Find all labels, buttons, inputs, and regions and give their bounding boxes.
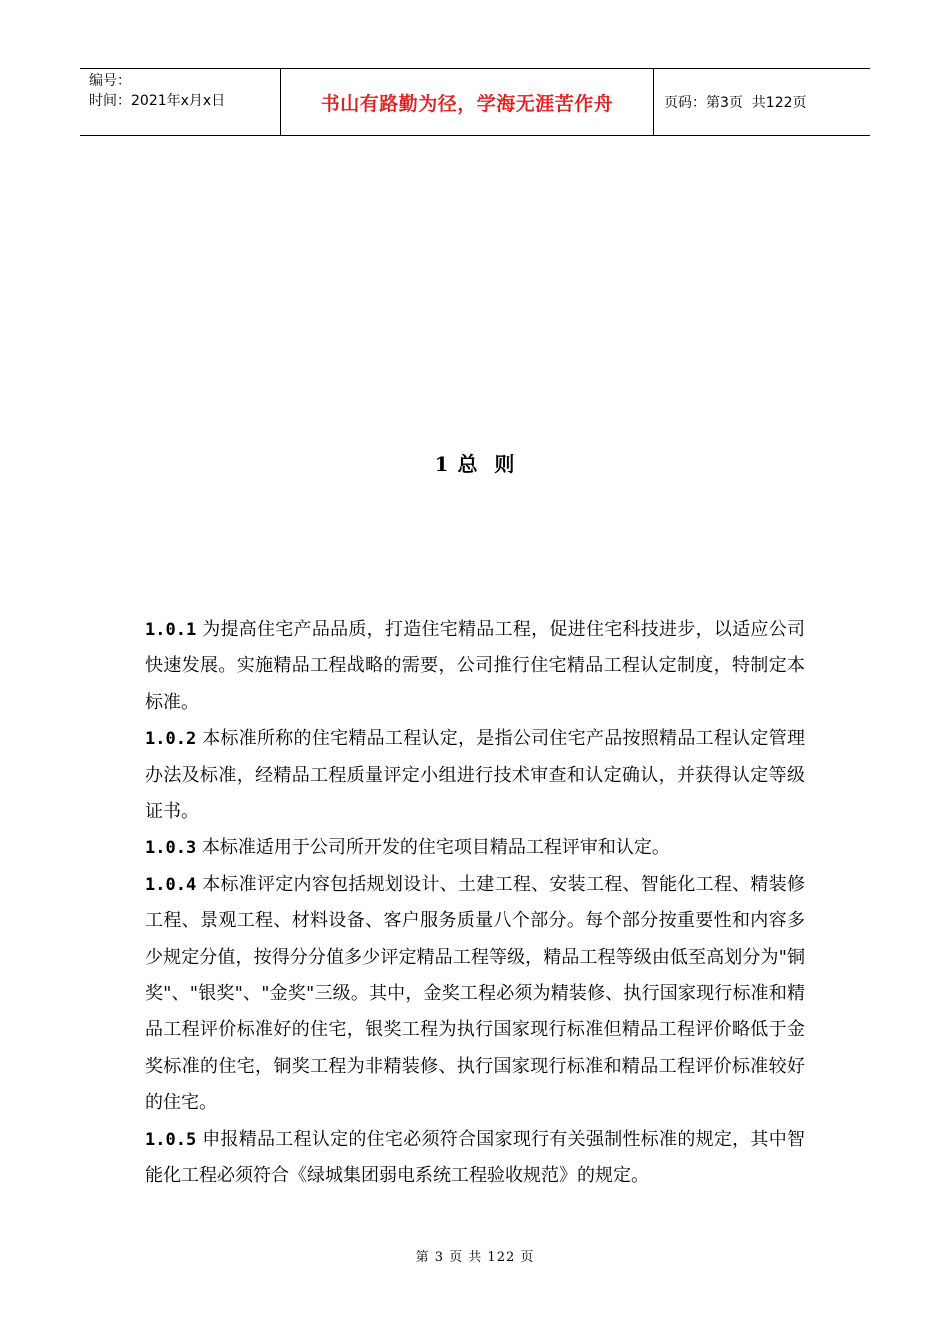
header-meta-cell [80,69,281,135]
clause-number: 1.0.4 [145,874,197,895]
clause-paragraph [145,721,805,830]
page-footer: 第 3 页 共 122 页 [415,1250,535,1265]
clause-number: 1.0.5 [145,1129,197,1150]
header-page-cell [654,69,870,135]
clause-text: 本标准所称的住宅精品工程认定，是指公司住宅产品按照精品工程认定管理办法及标准，经精品工程质量评定小组进行技术审查和认定确认，并获得认定等级证书。 [145,728,805,823]
clause-paragraph [145,1122,805,1195]
clause-number: 1.0.3 [145,838,197,859]
clause-paragraph [145,867,805,1122]
clause-paragraph [145,612,805,721]
document-number-label: 编号： [89,73,131,89]
clause-number: 1.0.1 [145,620,197,640]
header-page-info: 页码：第3页 共122页 [664,95,807,111]
clause-text: 申报精品工程认定的住宅必须符合国家现行有关强制性标准的规定，其中智能化工程必须符合《绿城集团弱电系统工程验收规范》的规定。 [145,1128,805,1187]
clause-number: 1.0.2 [145,729,197,750]
document-body [145,612,805,1195]
clause-text: 本标准评定内容包括规划设计、土建工程、安装工程、智能化工程、精装修工程、景观工程、材料设备、客户服务质量八个部分。每个部分按重要性和内容多少规定分值，按得分分值多少评定精品工程等级，精品工程等级由低至高划分为"铜奖"、"银奖"、"金奖"三级。其中，金奖工程必须为精装修、执行国家现行标准和精品工程评价标准好的住宅，银奖工程为执行国家现行标准但精品工程评价略低于金奖标准的住宅，铜奖工程为非精装修、执行国家现行标准和精品工程评价标准较好的住宅。 [145,873,805,1114]
document-date-label: 时间：2021年x月x日 [89,93,226,109]
clause-text: 为提高住宅产品品质，打造住宅精品工程，促进住宅科技进步，以适应公司快速发展。实施精品工程战略的需要，公司推行住宅精品工程认定制度，特制定本标准。 [145,619,805,713]
page-header [80,68,870,136]
chapter-title: 1 总 则 [434,452,516,476]
clause-paragraph [145,830,805,866]
clause-text: 本标准适用于公司所开发的住宅项目精品工程评审和认定。 [201,837,670,859]
header-motto: 书山有路勤为径，学海无涯苦作舟 [320,92,614,115]
header-motto-cell [281,69,654,135]
